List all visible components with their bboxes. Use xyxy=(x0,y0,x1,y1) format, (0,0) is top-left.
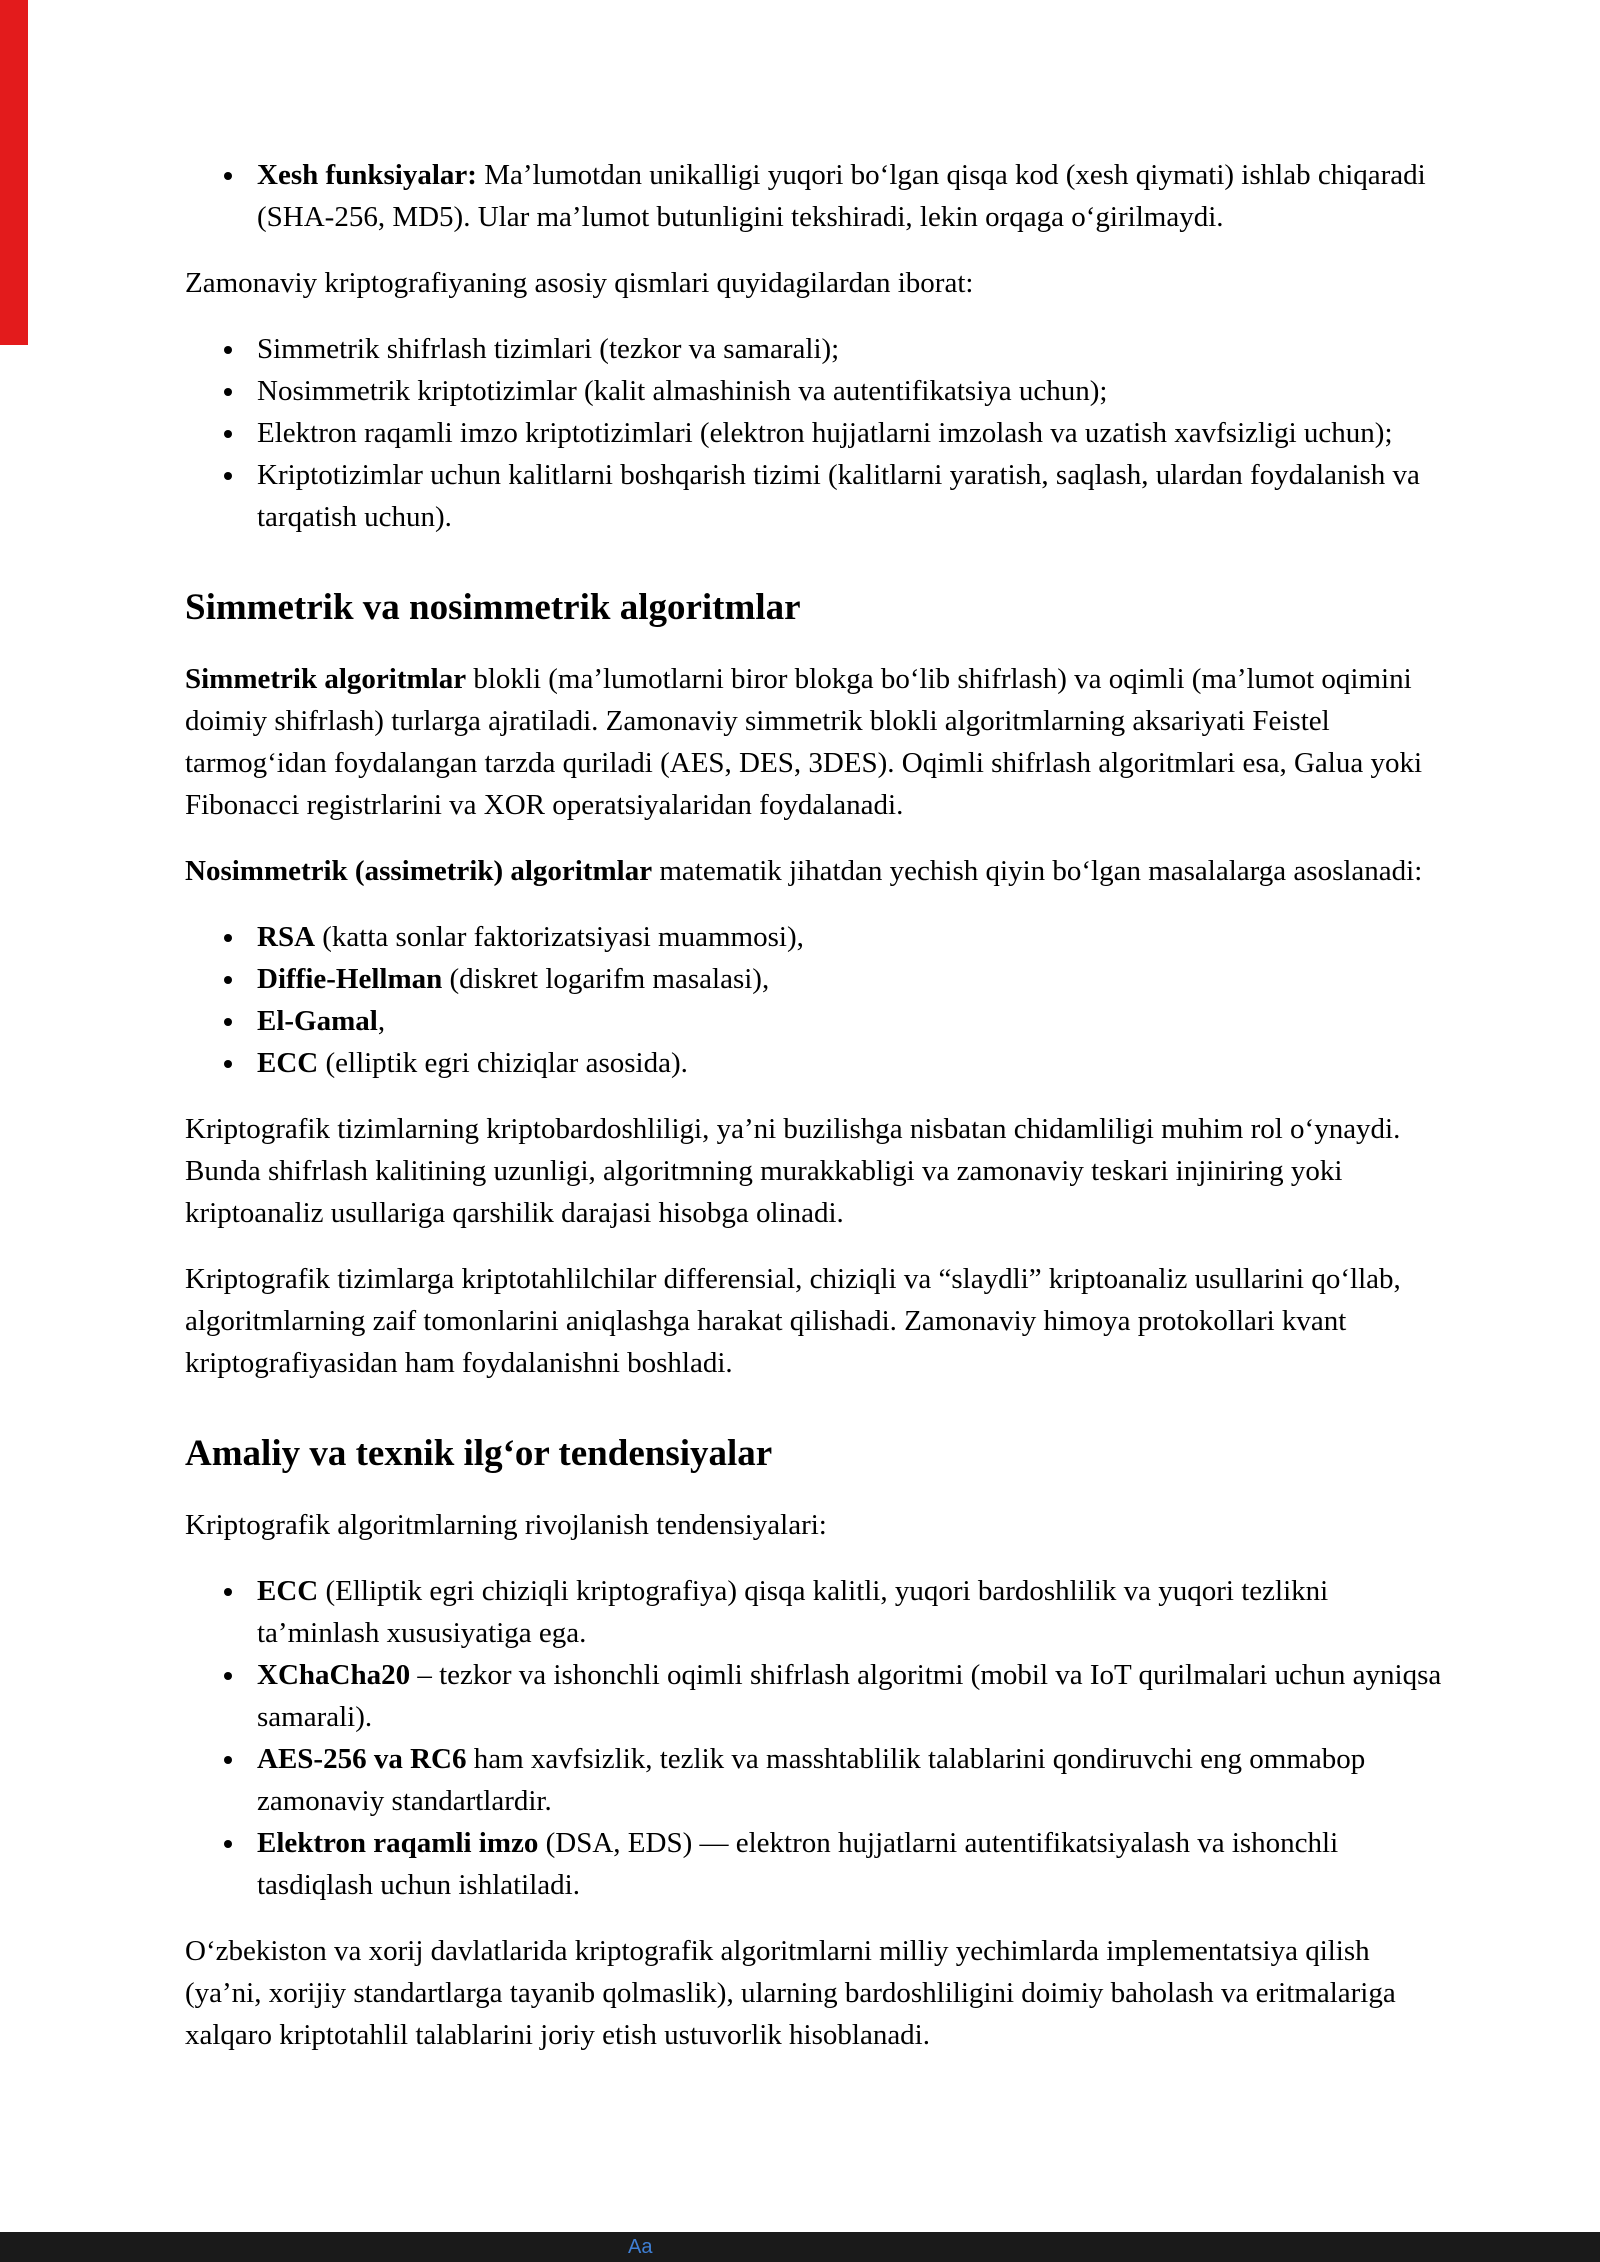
list-item-text: (katta sonlar faktorizatsiyasi muammosi), xyxy=(315,921,804,953)
term-label: ECC xyxy=(257,1575,319,1607)
list-item-text: Ma’lumotdan unikalligi yuqori boʻlgan qisqa kod (xesh qiymati) ishlab chiqaradi (SHA-256, MD5). Ular ma’lumot butunligini tekshiradi, lekin orqaga oʻgirilmaydi. xyxy=(257,159,1426,233)
paragraph: Kriptografik tizimlarning kriptobardoshliligi, ya’ni buzilishga nisbatan chidamliligi muhim rol oʻynaydi. Bunda shifrlash kalitining uzunligi, algoritmning murakkabligi va zamonaviy teskari injiniring yoki kriptoanaliz usullariga qarshilik darajasi hisobga olinadi. xyxy=(185,1113,1401,1229)
paragraph: Kriptografik algoritmlarning rivojlanish tendensiyalari: xyxy=(185,1509,827,1541)
intro-bullet-list xyxy=(185,154,1453,238)
list-item-text: (elliptik egri chiziqlar asosida). xyxy=(318,1047,688,1079)
paragraph: Zamonaviy kriptografiyaning asosiy qismlari quyidagilardan iborat: xyxy=(185,267,974,299)
term-label: AES-256 va RC6 xyxy=(257,1743,467,1775)
paragraph xyxy=(185,850,1453,892)
list-item-text: (Elliptik egri chiziqli kriptografiya) qisqa kalitli, yuqori bardoshlilik va yuqori tezlikni ta’minlash xususiyatiga ega. xyxy=(257,1575,1329,1649)
term-label: XChaCha20 xyxy=(257,1659,411,1691)
list-item xyxy=(247,958,1453,1000)
paragraph-text: matematik jihatdan yechish qiyin boʻlgan masalalarga asoslanadi: xyxy=(652,855,1423,887)
list-item xyxy=(247,1738,1453,1822)
paragraph: Kriptografik tizimlarga kriptotahlilchilar differensial, chiziqli va “slaydli” kriptoanaliz usullarini qoʻllab, algoritmlarning zaif tomonlarini aniqlashga harakat qilishadi. Zamonaviy himoya protokollari kvant kriptografiyasidan ham foydalanishni boshladi. xyxy=(185,1263,1401,1379)
paragraph: Oʻzbekiston va xorij davlatlarida kriptografik algoritmlarni milliy yechimlarda implementatsiya qilish (ya’ni, xorijiy standartlarga tayanib qolmaslik), ularning bardoshliligini doimiy baholash va eritmalariga xalqaro kriptotahlil talablarini joriy etish ustuvorlik hisoblanadi. xyxy=(185,1935,1396,2051)
paragraph xyxy=(185,658,1453,826)
document-content xyxy=(185,130,1453,2080)
reader-bottom-toolbar xyxy=(0,2232,1600,2262)
list-item xyxy=(247,1654,1453,1738)
list-item: • Simmetrik shifrlash tizimlari (tezkor va samarali); xyxy=(247,328,1453,370)
list-item xyxy=(247,154,1453,238)
term-label: El-Gamal xyxy=(257,1005,378,1037)
list-item: • Nosimmetrik kriptotizimlar (kalit almashinish va autentifikatsiya uchun); xyxy=(247,370,1453,412)
list-item: • Elektron raqamli imzo kriptotizimlari (elektron hujjatlarni imzolash va uzatish xavfsizligi uchun); xyxy=(247,412,1453,454)
term-label: Simmetrik algoritmlar xyxy=(185,663,467,695)
list-item xyxy=(247,1570,1453,1654)
algorithms-list xyxy=(185,916,1453,1084)
list-item: • Kriptotizimlar uchun kalitlarni boshqarish tizimi (kalitlarni yaratish, saqlash, ulardan foydalanish va tarqatish uchun). xyxy=(247,454,1453,538)
components-list xyxy=(185,328,1453,538)
trends-list xyxy=(185,1570,1453,1906)
red-margin-bar xyxy=(0,0,28,345)
term-label: RSA xyxy=(257,921,316,953)
list-item-text: ham xavfsizlik, tezlik va masshtablilik talablarini qondiruvchi eng ommabop zamonaviy standartlardir. xyxy=(257,1743,1366,1817)
list-item-text: (DSA, EDS) — elektron hujjatlarni autentifikatsiyalash va ishonchli tasdiqlash uchun ishlatiladi. xyxy=(257,1827,1339,1901)
section-heading: Amaliy va texnik ilgʻor tendensiyalar xyxy=(185,1433,773,1474)
list-item xyxy=(247,1000,1453,1042)
list-item xyxy=(247,1042,1453,1084)
list-item-text: – tezkor va ishonchli oqimli shifrlash algoritmi (mobil va IoT qurilmalari uchun ayniqsa samarali). xyxy=(257,1659,1442,1733)
list-item-text: , xyxy=(377,1005,386,1037)
term-label: Xesh funksiyalar: xyxy=(257,159,477,191)
term-label: Nosimmetrik (assimetrik) algoritmlar xyxy=(185,855,653,887)
paragraph-text: blokli (ma’lumotlarni biror blokga boʻlib shifrlash) va oqimli (ma’lumot oqimini doimiy shifrlash) turlarga ajratiladi. Zamonaviy simmetrik blokli algoritmlarning aksariyati Feistel tarmogʻidan foydalangan tarzda quriladi (AES, DES, 3DES). Oqimli shifrlash algoritmlari esa, Galua yoki Fibonacci registrlarini va XOR operatsiyalaridan foydalanadi. xyxy=(185,663,1423,821)
list-item xyxy=(247,916,1453,958)
list-item-text: (diskret logarifm masalasi), xyxy=(442,963,770,995)
section-heading: Simmetrik va nosimmetrik algoritmlar xyxy=(185,587,801,628)
term-label: Diffie-Hellman xyxy=(257,963,443,995)
term-label: ECC xyxy=(257,1047,319,1079)
term-label: Elektron raqamli imzo xyxy=(257,1827,539,1859)
list-item xyxy=(247,1822,1453,1906)
font-settings-button[interactable]: Aa xyxy=(628,2236,653,2258)
